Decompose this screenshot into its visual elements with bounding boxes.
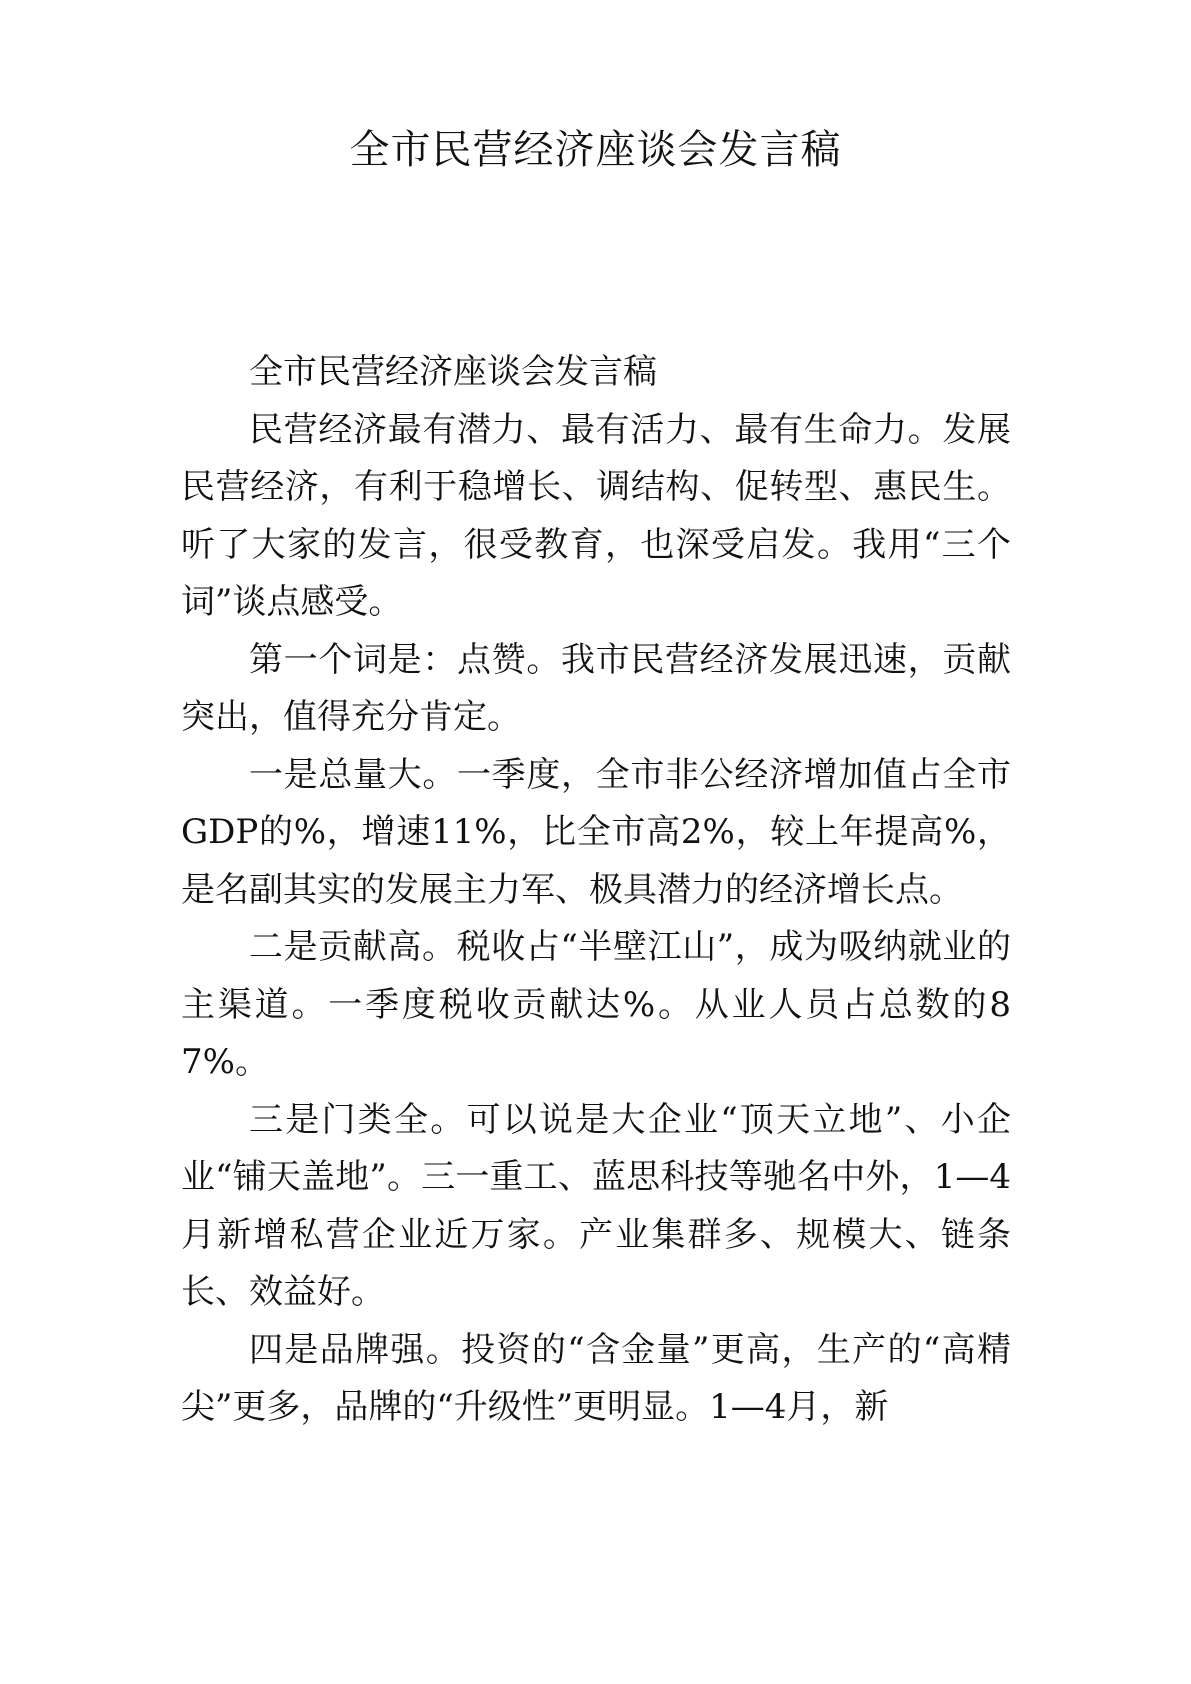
paragraph-point-four: 四是品牌强。投资的“含金量”更高，生产的“高精尖”更多，品牌的“升级性”更明显。1—4月，新 [181,1329,1011,1427]
paragraph-point-one: 一是总量大。一季度，全市非公经济增加值占全市GDP的%，增速11%，比全市高2%，较上年提高%，是名副其实的发展主力军、极具潜力的经济增长点。 [181,754,1011,910]
paragraph-first-word: 第一个词是：点赞。我市民营经济发展迅速，贡献突出，值得充分肯定。 [181,639,1011,737]
document-body [181,344,1011,1437]
paragraph-point-three: 三是门类全。可以说是大企业“顶天立地”、小企业“铺天盖地”。三一重工、蓝思科技等驰名中外，1—4月新增私营企业近万家。产业集群多、规模大、链条长、效益好。 [181,1099,1011,1312]
document-title: 全市民营经济座谈会发言稿 [349,127,842,173]
paragraph-point-two: 二是贡献高。税收占“半壁江山”，成为吸纳就业的主渠道。一季度税收贡献达%。从业人员占总数的87%。 [181,927,1011,1082]
paragraph-intro: 民营经济最有潜力、最有活力、最有生命力。发展民营经济，有利于稳增长、调结构、促转型、惠民生。听了大家的发言，很受教育，也深受启发。我用“三个词”谈点感受。 [181,409,1011,622]
paragraph-heading: 全市民营经济座谈会发言稿 [249,352,657,392]
